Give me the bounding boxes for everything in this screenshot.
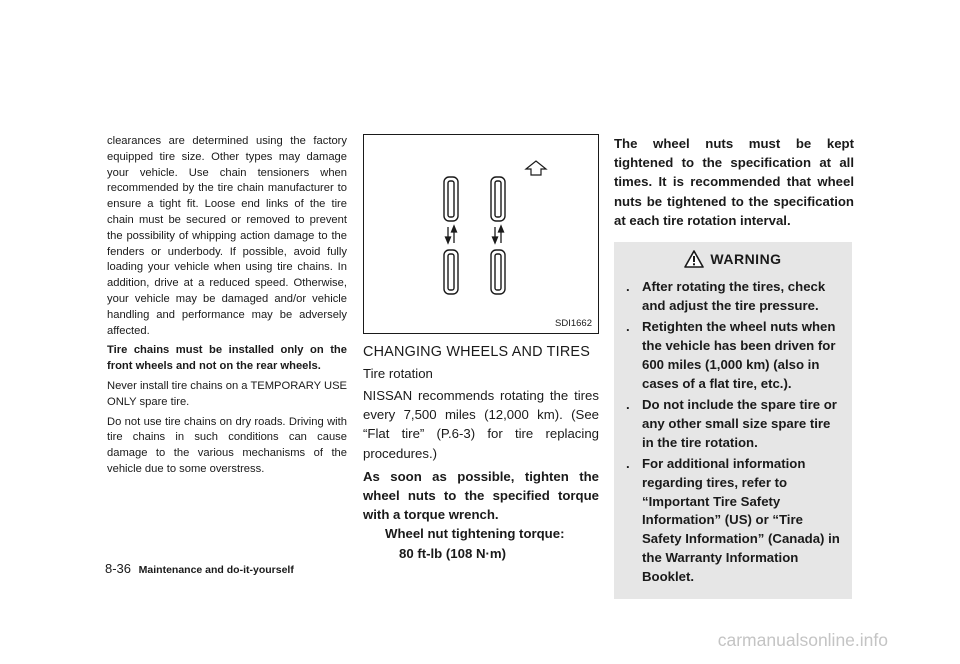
warning-header [624, 250, 842, 268]
warning-item: . After rotating the tires, check and adjust the tire pressure. [626, 279, 826, 313]
paragraph-front-wheels-note: Tire chains must be installed only on the front wheels and not on the rear wheels. [107, 344, 347, 373]
tire-rear-left [444, 250, 458, 294]
torque-label: Wheel nut tightening torque: [385, 526, 565, 542]
warning-item: . Do not include the spare tire or any other small size spare tire in the tire rotation. [626, 397, 837, 450]
rotation-arrows-right [493, 226, 504, 243]
warning-triangle-icon [684, 250, 704, 268]
paragraph-spare-tire-note: Never install tire chains on a TEMPORARY USE ONLY spare tire. [107, 379, 348, 408]
paragraph-rotation-interval: NISSAN recommends rotating the tires every 7,500 miles (12,000 km). (See “Flat tire” (P.6-3) for tire replacing procedures.) [363, 388, 599, 461]
paragraph-dry-roads-note: Do not use tire chains on dry roads. Driving with tire chains in such conditions can cause damage to the various mechanisms of the vehicle due to some overstress. [107, 415, 347, 475]
torque-value: 80 ft-lb (108 N·m) [399, 545, 506, 561]
bullet: . [626, 279, 630, 295]
middle-column [363, 134, 599, 563]
tire-front-left [444, 177, 458, 221]
warning-item: . Retighten the wheel nuts when the vehicle has been driven for 600 miles (1,000 km) (also in cases of a flat tire, etc.). [626, 319, 836, 391]
section-heading: CHANGING WHEELS AND TIRES [363, 344, 591, 360]
warning-box [614, 242, 852, 599]
watermark: carmanualsonline.info [717, 630, 888, 650]
warning-list [624, 278, 842, 586]
bullet: . [626, 397, 630, 413]
tire-rear-right [491, 250, 505, 294]
page-footer [105, 561, 294, 576]
right-column [614, 134, 854, 599]
figure-caption: SDI1662 [555, 318, 592, 329]
rotation-arrows-left [446, 226, 457, 243]
section-title: Maintenance and do-it-yourself [138, 564, 294, 576]
warning-item: . For additional information regarding tires, refer to “Important Tire Safety Information” (US) or “Tire Safety Information” (Canada) in the Warranty Information Booklet. [626, 456, 840, 584]
left-column [107, 134, 347, 482]
tire-front-right [491, 177, 505, 221]
paragraph-wheel-nuts-intro: The wheel nuts must be kept tightened to the specification at all times. It is recommended that wheel nuts be tightened to the specification at each tire rotation interval. [614, 136, 854, 228]
warning-title: WARNING [710, 251, 782, 268]
tire-rotation-diagram [364, 135, 600, 335]
paragraph-chain-clearances: clearances are determined using the factory equipped tire size. Other types may damage your vehicle. Use chain tensioners when recommended by the tire chain manufacturer to ensure a tight fit. Loose end links of the tire chain must be secured or removed to prevent the possibility of whipping action damage to the fenders or underbody. If possible, avoid fully loading your vehicle when using tire chains. In addition, drive at a reduced speed. Otherwise, your vehicle may be damaged and/or vehicle handling and performance may be adversely affected. [107, 135, 347, 337]
bullet: . [626, 319, 630, 335]
page-number: 8-36 [105, 561, 132, 576]
front-arrow-icon [526, 161, 546, 175]
tire-rotation-figure [363, 134, 599, 334]
bullet: . [626, 456, 630, 472]
subsection-heading: Tire rotation [363, 366, 433, 381]
paragraph-tighten-nuts: As soon as possible, tighten the wheel nuts to the specified torque with a torque wrench. [363, 468, 599, 523]
